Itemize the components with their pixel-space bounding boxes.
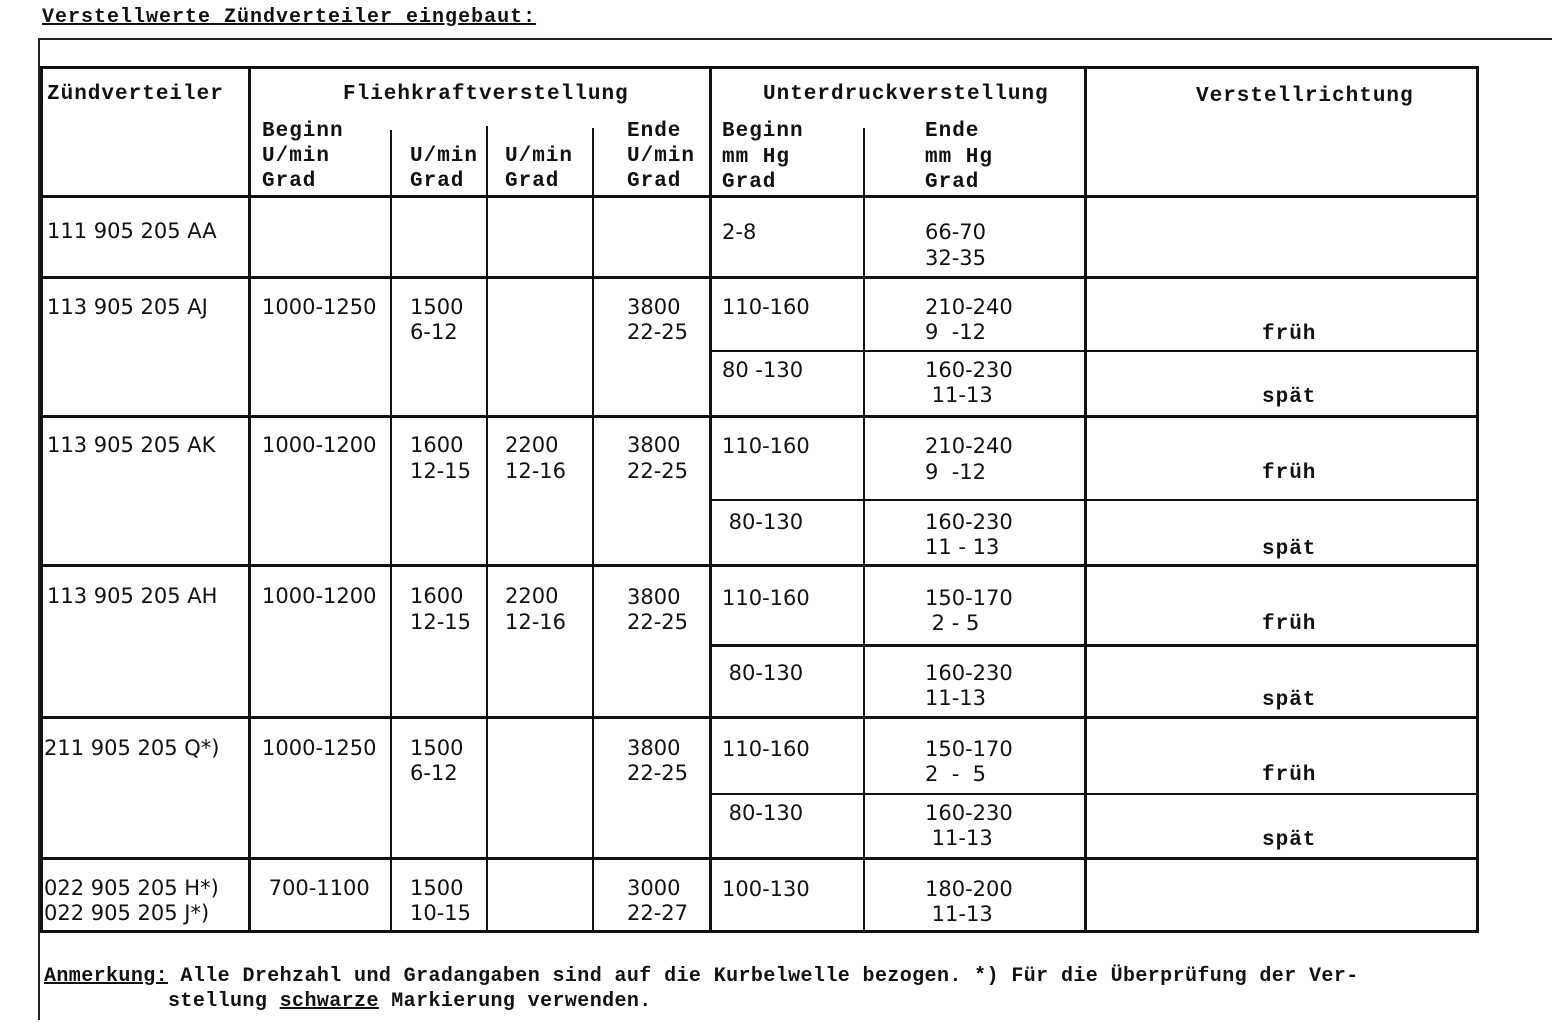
row-4-ud-0-end-1: 150-170: [925, 737, 1013, 761]
row-3-part: 113 905 205 AH: [47, 584, 218, 608]
row-0-ud-0-end-2: 32-35: [925, 246, 987, 270]
row-1-ud-0-end-2: 9 -12: [925, 320, 987, 344]
row-4-part: 211 905 205 Q*): [44, 736, 220, 760]
row-4-ud-1-begin: 80-130: [722, 801, 804, 825]
header-zuendverteiler: Zündverteiler: [47, 83, 224, 106]
row-4-ud-0-dir: früh: [1262, 764, 1317, 787]
row-4-ud-0-end-2: 2 - 5: [925, 762, 987, 786]
row-5-fk2-2: 10-15: [410, 901, 472, 925]
row-3-fk3-2: 12-16: [505, 610, 567, 634]
row-1-fk1: 1000-1250: [262, 295, 377, 319]
col-line-fk3: [592, 128, 594, 933]
row-1-ud-0-dir: früh: [1262, 323, 1317, 346]
header-fk-col1-line2: U/min: [262, 145, 331, 168]
footnote-line2-pre: stellung: [44, 990, 280, 1013]
row-4-ud-1-end-1: 160-230: [925, 801, 1013, 825]
row-0-part: 111 905 205 AA: [47, 219, 217, 243]
header-fk-col1-line1: Beginn: [262, 120, 344, 143]
row-3-ud-1-begin: 80-130: [722, 661, 804, 685]
row-3-fk4-1: 3800: [627, 585, 681, 609]
row-1-fk2-2: 6-12: [410, 320, 458, 344]
col-line-part: [248, 66, 251, 933]
header-ud-col1-line2: mm Hg: [722, 146, 791, 169]
footnote-label: Anmerkung:: [44, 965, 169, 988]
footnote: [44, 964, 1359, 1014]
header-fk-col2-line2: Grad: [410, 170, 465, 193]
row-2-ud-1-end-1: 160-230: [925, 510, 1013, 534]
row-4-fk2-1: 1500: [410, 736, 464, 760]
table-border-right: [1476, 66, 1479, 933]
row-5-part2: 022 905 205 J*): [44, 901, 210, 925]
row-4-ud-1-dir: spät: [1262, 829, 1317, 852]
row-3-fk4-2: 22-25: [627, 610, 689, 634]
header-fliehkraft: Fliehkraftverstellung: [343, 83, 629, 106]
row-3-ud-1-end-2: 11-13: [925, 686, 987, 710]
row-2-fk4-2: 22-25: [627, 459, 689, 483]
row-4-fk1: 1000-1250: [262, 736, 377, 760]
row-2-fk3-1: 2200: [505, 433, 559, 457]
table-border-bottom: [40, 930, 1479, 933]
row-3-fk3-1: 2200: [505, 584, 559, 608]
row-2-ud-1-dir: spät: [1262, 538, 1317, 561]
row-3-ud-0-dir: früh: [1262, 613, 1317, 636]
row-line-4: [40, 716, 1479, 719]
row-2-ud-0-begin: 110-160: [722, 434, 810, 458]
header-unterdruck: Unterdruckverstellung: [763, 83, 1049, 106]
row-2-ud-0-end-1: 210-240: [925, 434, 1013, 458]
row-3-fk1: 1000-1200: [262, 584, 377, 608]
header-fk-col4-line1: Ende: [627, 120, 682, 143]
row-2-fk2-1: 1600: [410, 433, 464, 457]
row-5-fk4-1: 3000: [627, 876, 681, 900]
page-title: Verstellwerte Zündverteiler eingebaut:: [42, 6, 537, 29]
header-ud-col1-line1: Beginn: [722, 120, 804, 143]
row-2-ud-1-end-2: 11 - 13: [925, 535, 1000, 559]
row-1-fk4-2: 22-25: [627, 320, 689, 344]
row-1-ud-1-begin: 80 -130: [722, 358, 804, 382]
row-2-ud-1-begin: 80-130: [722, 510, 804, 534]
header-fk-col4-line2: U/min: [627, 145, 696, 168]
row-line-2: [40, 415, 1479, 418]
row-5-fk1: 700-1100: [262, 876, 370, 900]
row-1-fk4-1: 3800: [627, 295, 681, 319]
row-4-fk2-2: 6-12: [410, 761, 458, 785]
row-line-1: [40, 276, 1479, 279]
row-0-ud-0-end-1: 66-70: [925, 220, 987, 244]
col-line-fk1: [390, 130, 392, 933]
row-2-ud-0-dir: früh: [1262, 462, 1317, 485]
row-line-3: [40, 564, 1479, 567]
row-3-ud-1-end-1: 160-230: [925, 661, 1013, 685]
row-2-part: 113 905 205 AK: [47, 433, 216, 457]
row-3-ud-1-dir: spät: [1262, 689, 1317, 712]
col-line-fk2: [486, 126, 488, 933]
row-1-part: 113 905 205 AJ: [47, 295, 208, 319]
table-border-left: [40, 66, 43, 933]
header-ud-col1-line3: Grad: [722, 171, 777, 194]
col-line-richtung: [1084, 66, 1087, 933]
row-3-ud-0-begin: 110-160: [722, 586, 810, 610]
footnote-line1: Alle Drehzahl und Gradangaben sind auf die Kurbelwelle bezogen. *) Für die Überprüfung der Ver-: [168, 965, 1359, 988]
row-5-part: 022 905 205 H*): [44, 876, 219, 900]
row-2-fk1: 1000-1200: [262, 433, 377, 457]
footnote-line2-underlined: schwarze: [279, 990, 379, 1013]
row-2-fk2-2: 12-15: [410, 459, 472, 483]
col-line-ud: [709, 66, 712, 933]
col-line-ud-split: [863, 128, 865, 933]
header-fk-col2-line1: U/min: [410, 145, 479, 168]
header-richtung: Verstellrichtung: [1196, 85, 1414, 108]
row-5-fk2-1: 1500: [410, 876, 464, 900]
row-3-fk2-1: 1600: [410, 584, 464, 608]
row-4-fk4-2: 22-25: [627, 761, 689, 785]
header-ud-col2-line1: Ende: [925, 120, 980, 143]
row-5-ud-0-end-2: 11-13: [925, 902, 993, 926]
row-3-fk2-2: 12-15: [410, 610, 472, 634]
row-1-fk2-1: 1500: [410, 295, 464, 319]
row-line-5: [40, 857, 1479, 860]
row-2-ud-0-end-2: 9 -12: [925, 460, 987, 484]
header-bottom-line: [40, 195, 1479, 198]
row-5-ud-0-begin: 100-130: [722, 877, 810, 901]
row-3-ud-0-end-1: 150-170: [925, 586, 1013, 610]
row-4-ud-0-begin: 110-160: [722, 737, 810, 761]
subrow-line-3: [710, 499, 1479, 501]
row-2-fk4-1: 3800: [627, 433, 681, 457]
row-5-fk4-2: 22-27: [627, 901, 689, 925]
header-ud-col2-line2: mm Hg: [925, 146, 994, 169]
subrow-line-2: [710, 350, 1479, 352]
table-border-top: [40, 66, 1479, 69]
subrow-line-4: [710, 644, 1479, 647]
row-3-ud-0-end-2: 2 - 5: [925, 611, 980, 635]
row-1-ud-1-end-2: 11-13: [925, 383, 993, 407]
header-fk-col4-line3: Grad: [627, 170, 682, 193]
subrow-line-5: [710, 793, 1479, 795]
header-fk-col1-line3: Grad: [262, 170, 317, 193]
row-0-ud-0-begin: 2-8: [722, 220, 757, 244]
row-1-ud-0-begin: 110-160: [722, 295, 810, 319]
row-4-fk4-1: 3800: [627, 736, 681, 760]
row-2-fk3-2: 12-16: [505, 459, 567, 483]
row-1-ud-1-dir: spät: [1262, 386, 1317, 409]
header-fk-col3-line1: U/min: [505, 145, 574, 168]
row-1-ud-0-end-1: 210-240: [925, 295, 1013, 319]
header-fk-col3-line2: Grad: [505, 170, 560, 193]
row-5-ud-0-end-1: 180-200: [925, 877, 1013, 901]
row-4-ud-1-end-2: 11-13: [925, 826, 993, 850]
footnote-line2-post: Markierung verwenden.: [378, 990, 652, 1013]
row-1-ud-1-end-1: 160-230: [925, 358, 1013, 382]
header-ud-col2-line3: Grad: [925, 171, 980, 194]
